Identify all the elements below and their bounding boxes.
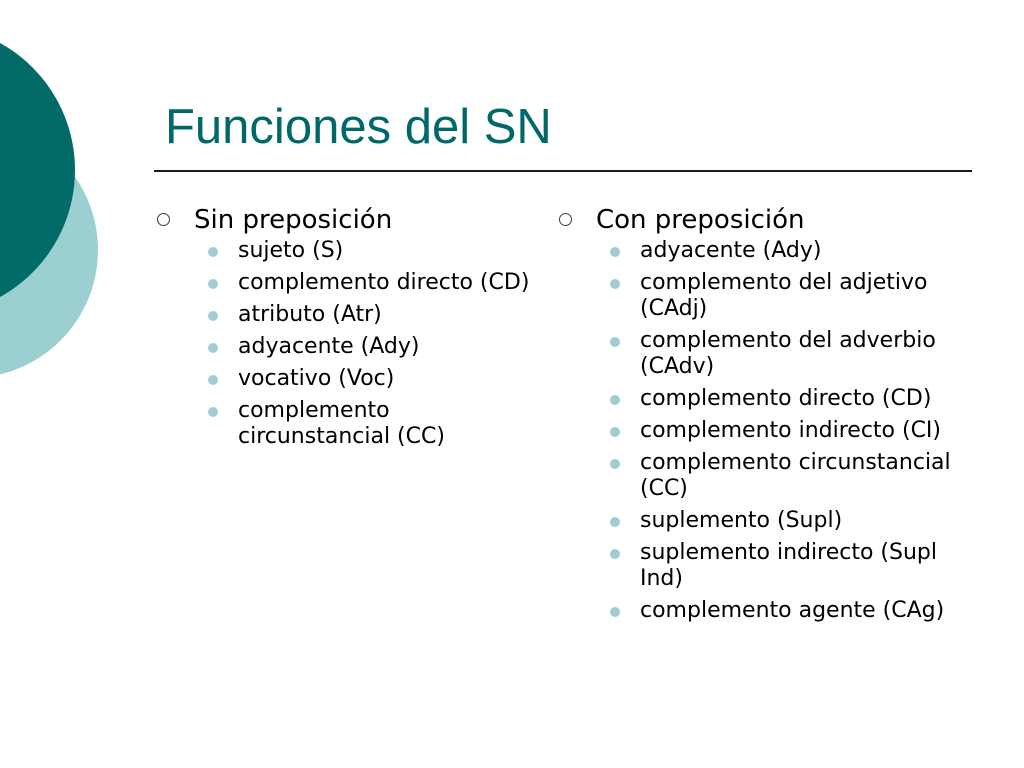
dot-bullet-icon [208,407,218,417]
list-item: adyacente (Ady) [556,238,966,264]
right-item-list [556,238,966,624]
dot-bullet-icon [208,343,218,353]
dot-bullet-icon [610,459,620,469]
dot-bullet-icon [208,279,218,289]
ring-bullet-icon [559,213,572,226]
dot-bullet-icon [610,549,620,559]
list-item: suplemento (Supl) [556,508,966,534]
dot-bullet-icon [610,337,620,347]
left-heading-text: Sin preposición [194,205,393,235]
list-item: suplemento indirecto (Supl Ind) [556,540,966,592]
left-column [154,202,534,456]
list-item: complemento directo (CD) [556,386,966,412]
left-column-heading [154,202,534,238]
list-item: complemento del adjetivo (CAdj) [556,270,966,322]
list-item: atributo (Atr) [154,302,534,328]
dot-bullet-icon [208,311,218,321]
dot-bullet-icon [208,247,218,257]
list-item: complemento circunstancial (CC) [556,450,966,502]
dot-bullet-icon [610,517,620,527]
right-column-heading [556,202,966,238]
slide-title: Funciones del SN [165,100,552,154]
list-item: complemento indirecto (CI) [556,418,966,444]
left-item-list [154,238,534,450]
list-item: complemento del adverbio (CAdv) [556,328,966,380]
dot-bullet-icon [610,427,620,437]
title-divider [154,170,972,172]
list-item: sujeto (S) [154,238,534,264]
list-item: vocativo (Voc) [154,366,534,392]
dot-bullet-icon [610,607,620,617]
dot-bullet-icon [208,375,218,385]
list-item: complemento directo (CD) [154,270,534,296]
list-item: adyacente (Ady) [154,334,534,360]
list-item: complemento agente (CAg) [556,598,966,624]
dot-bullet-icon [610,395,620,405]
list-item: complemento circunstancial (CC) [154,398,534,450]
dot-bullet-icon [610,247,620,257]
right-column [556,202,966,630]
right-heading-text: Con preposición [596,205,805,235]
ring-bullet-icon [157,213,170,226]
dot-bullet-icon [610,279,620,289]
